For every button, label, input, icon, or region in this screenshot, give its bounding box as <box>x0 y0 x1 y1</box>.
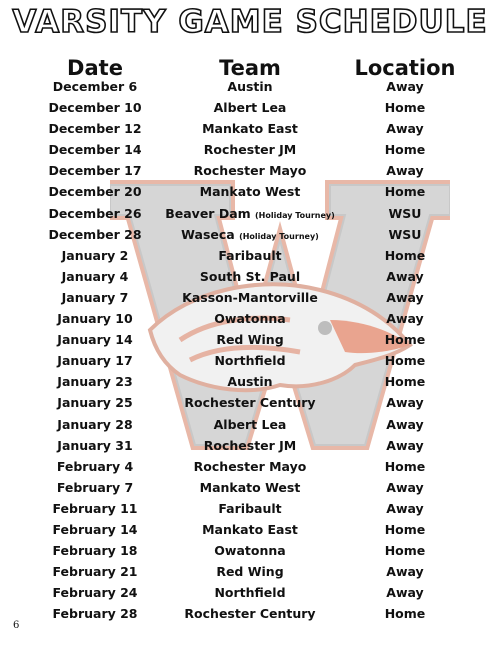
team-name: Mankato East <box>202 521 298 537</box>
location-cell: Away <box>386 163 424 179</box>
table-row <box>0 309 500 330</box>
team-name: Waseca <box>181 226 235 242</box>
team-cell <box>160 121 340 136</box>
location-cell: Away <box>386 437 424 453</box>
team-cell <box>160 100 340 115</box>
location-cell: Home <box>384 332 426 348</box>
table-row <box>0 267 500 288</box>
team-name: Mankato West <box>199 184 301 200</box>
table-row <box>0 119 500 140</box>
team-cell <box>160 163 340 178</box>
team-name: Rochester Mayo <box>193 163 307 179</box>
date-cell: December 14 <box>48 142 142 158</box>
date-cell: January 25 <box>57 395 133 411</box>
date-cell: December 26 <box>48 205 142 221</box>
team-name: Faribault <box>218 500 282 516</box>
team-cell <box>160 459 340 474</box>
team-name: Mankato East <box>202 121 298 137</box>
team-name: Owatonna <box>214 543 286 559</box>
table-row <box>0 204 500 225</box>
table-row <box>0 161 500 182</box>
location-cell: Home <box>384 184 426 200</box>
team-cell <box>160 480 340 495</box>
location-cell: Home <box>384 458 426 474</box>
date-cell: December 20 <box>48 184 142 200</box>
location-cell: Away <box>386 585 424 601</box>
team-cell <box>160 332 340 347</box>
team-name: Austin <box>227 374 273 390</box>
team-cell <box>160 606 340 621</box>
team-cell <box>160 290 340 305</box>
team-name: South St. Paul <box>199 268 301 284</box>
team-name: Rochester Mayo <box>193 458 307 474</box>
date-cell: February 4 <box>56 458 134 474</box>
table-row <box>0 351 500 372</box>
team-name: Faribault <box>218 247 282 263</box>
location-cell: Away <box>386 311 424 327</box>
location-cell: Away <box>386 289 424 305</box>
date-cell: December 6 <box>52 79 138 94</box>
team-cell <box>160 227 340 242</box>
team-name: Kasson-Mantorville <box>182 289 318 305</box>
table-row <box>0 225 500 246</box>
location-cell: Away <box>386 416 424 432</box>
date-cell: January 7 <box>61 289 129 305</box>
location-cell: Away <box>386 500 424 516</box>
location-cell: Home <box>384 247 426 263</box>
date-cell: February 14 <box>52 521 138 537</box>
team-name: Northfield <box>214 585 286 601</box>
team-cell <box>160 395 340 410</box>
location-cell: Home <box>384 606 426 622</box>
table-row <box>0 98 500 119</box>
location-cell: Home <box>384 374 426 390</box>
page-number: 6 <box>13 620 20 631</box>
table-row <box>0 520 500 541</box>
team-name: Rochester Century <box>184 395 316 411</box>
table-row <box>0 393 500 414</box>
location-cell: Away <box>386 564 424 580</box>
date-cell: February 11 <box>52 500 138 516</box>
table-row <box>0 140 500 161</box>
date-cell: February 7 <box>56 479 134 495</box>
date-cell: December 12 <box>48 121 142 137</box>
date-cell: January 31 <box>57 437 133 453</box>
team-name: Austin <box>227 79 273 94</box>
team-cell <box>160 585 340 600</box>
table-row <box>0 436 500 457</box>
team-cell <box>160 142 340 157</box>
location-cell: WSU <box>388 226 422 242</box>
location-cell: Home <box>384 543 426 559</box>
team-cell <box>160 311 340 326</box>
header-date: Date <box>67 56 123 80</box>
table-row <box>0 288 500 309</box>
table-row <box>0 541 500 562</box>
date-cell: January 10 <box>57 311 133 327</box>
page-title: VARSITY GAME SCHEDULE <box>12 4 488 40</box>
date-cell: February 21 <box>52 564 138 580</box>
team-name: Albert Lea <box>213 100 287 116</box>
location-cell: Home <box>384 100 426 116</box>
team-cell <box>160 353 340 368</box>
location-cell: Home <box>384 142 426 158</box>
date-cell: December 10 <box>48 100 142 116</box>
team-cell <box>160 206 340 221</box>
location-cell: Home <box>384 521 426 537</box>
team-cell <box>160 184 340 199</box>
location-cell: Away <box>386 268 424 284</box>
date-cell: January 14 <box>57 332 133 348</box>
date-cell: January 28 <box>57 416 133 432</box>
game-note: (Holiday Tourney) <box>239 231 319 241</box>
team-name: Beaver Dam <box>165 205 251 221</box>
table-row <box>0 372 500 393</box>
date-cell: December 28 <box>48 226 142 242</box>
schedule-table <box>0 77 500 625</box>
date-cell: January 23 <box>57 374 133 390</box>
table-row <box>0 457 500 478</box>
team-name: Red Wing <box>216 564 284 580</box>
date-cell: January 4 <box>61 268 129 284</box>
date-cell: February 28 <box>52 606 138 622</box>
team-cell <box>160 248 340 263</box>
team-name: Rochester Century <box>184 606 316 622</box>
team-cell <box>160 374 340 389</box>
team-cell <box>160 564 340 579</box>
team-name: Red Wing <box>216 332 284 348</box>
header-team: Team <box>219 56 281 80</box>
table-row <box>0 478 500 499</box>
table-row <box>0 499 500 520</box>
team-cell <box>160 269 340 284</box>
table-row <box>0 415 500 436</box>
table-row <box>0 77 500 98</box>
team-cell <box>160 501 340 516</box>
date-cell: January 2 <box>61 247 129 263</box>
date-cell: February 24 <box>52 585 138 601</box>
team-cell <box>160 543 340 558</box>
header-location: Location <box>354 56 456 80</box>
game-note: (Holiday Tourney) <box>255 210 335 220</box>
table-row <box>0 562 500 583</box>
location-cell: Home <box>384 353 426 369</box>
team-name: Albert Lea <box>213 416 287 432</box>
team-cell <box>160 522 340 537</box>
table-row <box>0 246 500 267</box>
date-cell: February 18 <box>52 543 138 559</box>
location-cell: WSU <box>388 205 422 221</box>
location-cell: Away <box>386 121 424 137</box>
team-cell <box>160 79 340 94</box>
team-cell <box>160 417 340 432</box>
team-name: Rochester JM <box>203 437 297 453</box>
table-row <box>0 182 500 203</box>
team-name: Northfield <box>214 353 286 369</box>
team-cell <box>160 438 340 453</box>
table-row <box>0 330 500 351</box>
date-cell: January 17 <box>57 353 133 369</box>
team-name: Mankato West <box>199 479 301 495</box>
location-cell: Away <box>386 395 424 411</box>
table-row <box>0 583 500 604</box>
table-row <box>0 604 500 625</box>
location-cell: Away <box>386 479 424 495</box>
team-name: Owatonna <box>214 311 286 327</box>
location-cell: Away <box>386 79 424 94</box>
date-cell: December 17 <box>48 163 142 179</box>
team-name: Rochester JM <box>203 142 297 158</box>
